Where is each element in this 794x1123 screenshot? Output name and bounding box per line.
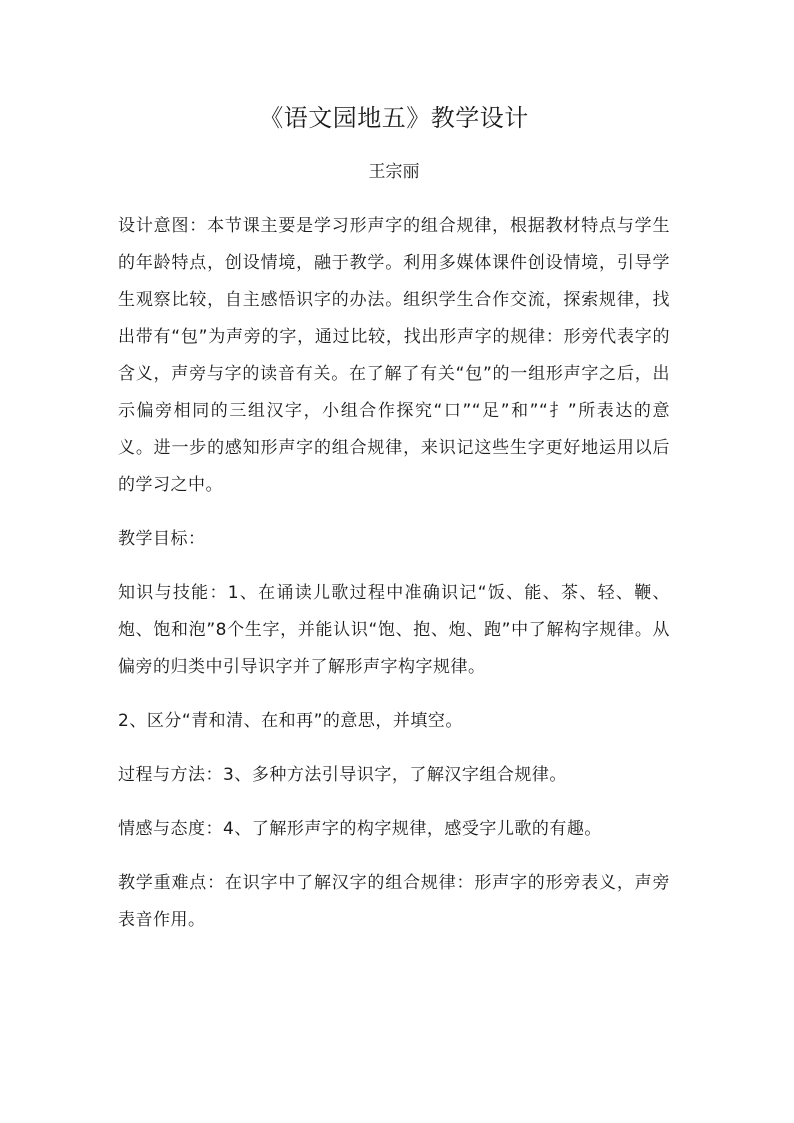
design-intent-paragraph: 设计意图：本节课主要是学习形声字的组合规律，根据教材特点与学生的年龄特点，创设情境，融于教学。利用多媒体课件创设情境，引导学生观察比较，自主感悟识字的办法。组织学生合作交流，探索规律，找出带有“包”为声旁的字，通过比较，找出形声字的规律：形旁代表字的含义，声旁与字的读音有关。在了解了有关“包”的一组形声字之后，出示偏旁相同的三组汉字，小组合作探究“口”“足”和”“扌”所表达的意义。进一步的感知形声字的组合规律，来识记这些生字更好地运用以后的学习之中。 [118, 216, 670, 495]
document-page [118, 100, 670, 939]
objective-knowledge-skills: 知识与技能：1、在诵读儿歌过程中准确识记“饭、能、茶、轻、鞭、炮、饱和泡”8个生字，并能认识“饱、抱、炮、跑”中了解构字规律。从偏旁的归类中引导识字并了解形声字构字规律。 [118, 583, 670, 677]
key-difficulty-paragraph: 教学重难点：在识字中了解汉字的组合规律：形声字的形旁表义，声旁表音作用。 [118, 873, 670, 930]
objective-emotion-attitude: 情感与态度：4、了解形声字的构字规律，感受字儿歌的有趣。 [118, 819, 602, 839]
author-name: 王宗丽 [368, 162, 420, 182]
document-title: 《语文园地五》教学设计 [259, 104, 529, 132]
objective-distinguish-words: 2、区分“青和清、在和再”的意思，并填空。 [118, 711, 463, 731]
objective-process-methods: 过程与方法：3、多种方法引导识字，了解汉字组合规律。 [118, 765, 567, 785]
objectives-heading: 教学目标： [118, 529, 206, 549]
